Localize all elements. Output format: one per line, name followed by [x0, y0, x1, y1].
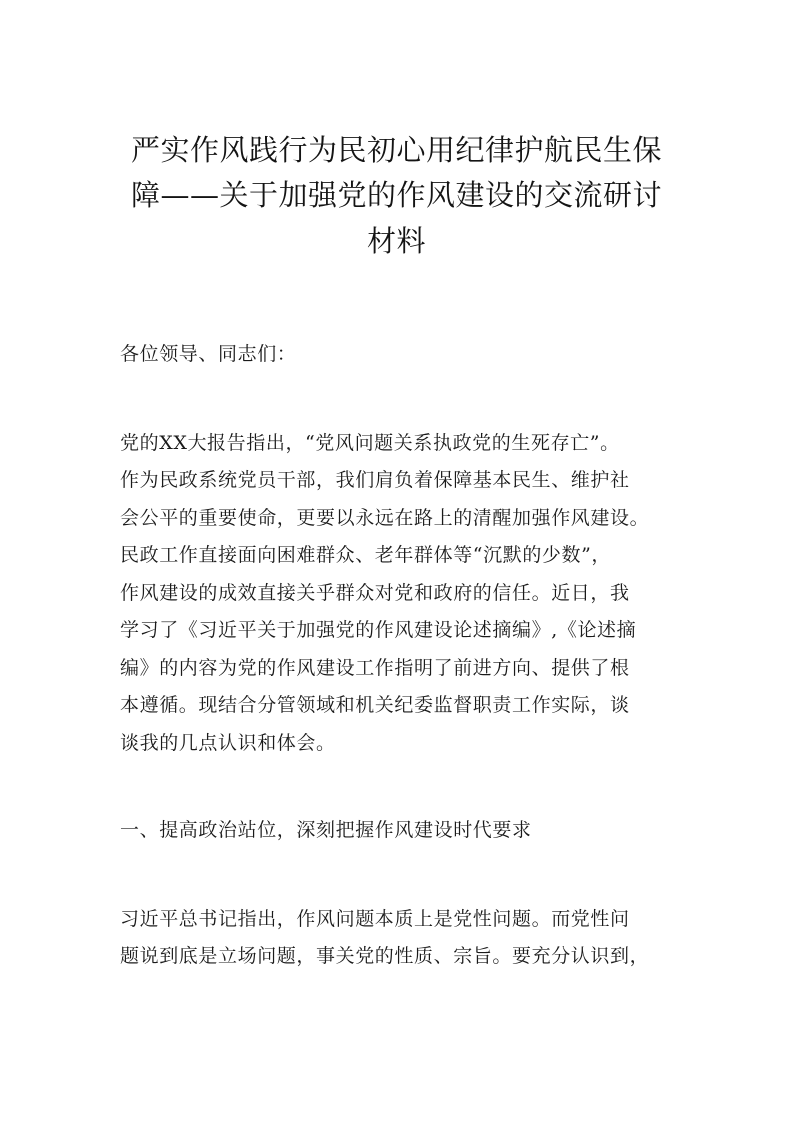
paragraph-2-line-2: 题说到底是立场问题，事关党的性质、宗旨。要充分认识到， — [120, 945, 650, 967]
title-line-2: 障——关于加强党的作风建设的交流研讨 — [130, 178, 662, 212]
paragraph-1-line-7: 编》的内容为党的作风建设工作指明了前进方向、提供了根 — [120, 657, 630, 679]
title-line-3: 材料 — [366, 224, 426, 258]
title-line-1: 严实作风践行为民初心用纪律护航民生保 — [130, 133, 662, 167]
section-heading-1: 一、提高政治站位，深刻把握作风建设时代要求 — [120, 819, 532, 841]
paragraph-1-line-2: 作为民政系统党员干部，我们肩负着保障基本民生、维护社 — [120, 469, 630, 491]
paragraph-1-line-8: 本遵循。现结合分管领域和机关纪委监督职责工作实际，谈 — [120, 694, 630, 716]
paragraph-1-line-6: 学习了《习近平关于加强党的作风建设论述摘编》,《论述摘 — [120, 619, 637, 641]
paragraph-1-line-4: 民政工作直接面向困难群众、老年群体等“沉默的少数”， — [120, 544, 612, 566]
paragraph-1-line-5: 作风建设的成效直接关乎群众对党和政府的信任。近日，我 — [120, 582, 630, 604]
paragraph-1-line-1: 党的XX大报告指出，“党风问题关系执政党的生死存亡”。 — [120, 432, 620, 454]
paragraph-2-line-1: 习近平总书记指出，作风问题本质上是党性问题。而党性问 — [120, 908, 630, 930]
paragraph-1-line-9: 谈我的几点认识和体会。 — [120, 732, 336, 754]
greeting: 各位领导、同志们： — [120, 343, 297, 365]
paragraph-1-line-3: 会公平的重要使命，更要以永远在路上的清醒加强作风建设。 — [120, 507, 650, 529]
